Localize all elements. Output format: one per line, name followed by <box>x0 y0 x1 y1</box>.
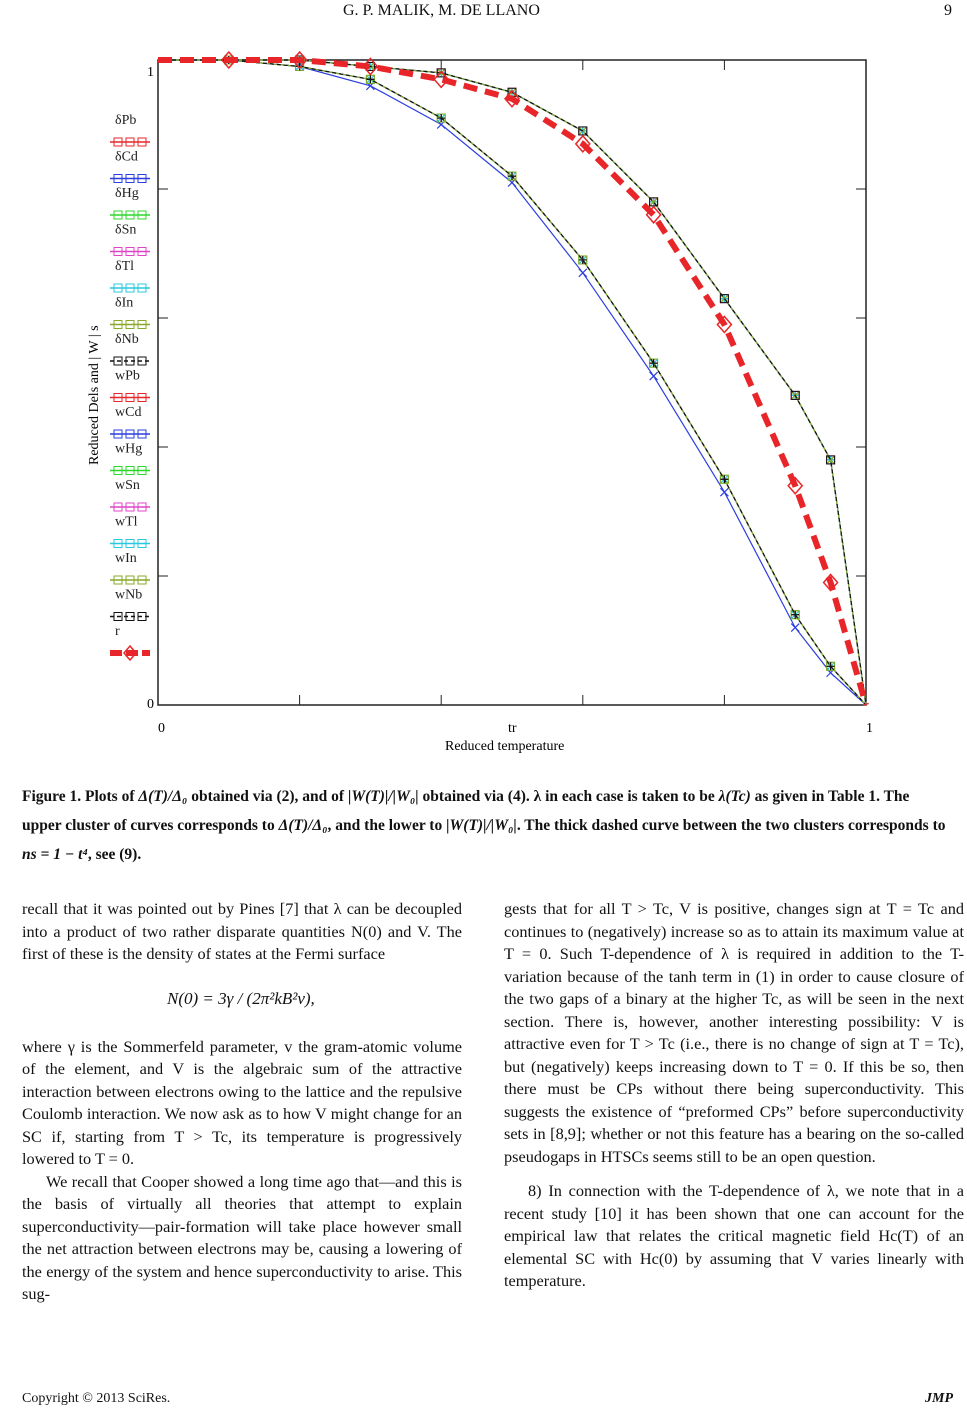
series-line-δTl <box>158 60 866 705</box>
series-line-wSn <box>158 60 866 705</box>
figure-1-chart <box>0 40 967 765</box>
caption-expr-delta-2: Δ(T)/Δ₀ <box>278 817 328 834</box>
caption-intro: Figure 1. Plots of <box>22 788 135 805</box>
series-point-wCd <box>720 488 728 496</box>
left-paragraph-1: recall that it was pointed out by Pines [7] that λ can be decoupled into a product of two rather disparate quantities N(0) and V. The first of these is the density of states at the Fermi surface <box>22 899 462 963</box>
figure-caption <box>22 782 947 869</box>
page-header <box>0 2 967 26</box>
legend-label-wTl: wTl <box>115 514 138 530</box>
series-line-δIn <box>158 60 866 705</box>
series-line-wIn <box>158 60 866 705</box>
caption-expr-ns: ns = 1 − t⁴ <box>22 846 88 863</box>
formula-text: N(0) = 3γ / (2π²kB²v), <box>167 988 315 1008</box>
series-line-δCd <box>158 60 866 705</box>
legend-label-δIn: δIn <box>115 295 134 311</box>
legend-label-wPb: wPb <box>115 368 140 384</box>
x-axis-label: Reduced temperature <box>445 739 565 754</box>
y-axis-label: Reduced Dels and | W | s <box>87 325 102 465</box>
right-paragraph-2: 8) In connection with the T-dependence of λ, we note that in a recent study [10] it has been shown that one can account for the empirical law that relates the critical magnetic field Hc(T) of an elemental SC with Hc(0) by assuming that V varies linearly with temperature. <box>504 1181 964 1290</box>
series-line-δNb <box>158 60 866 705</box>
left-column <box>22 898 462 1306</box>
series-line-wTl <box>158 60 866 705</box>
series-point-wCd <box>579 269 587 277</box>
series-line-wCd <box>158 60 866 705</box>
caption-rest4: , see (9). <box>87 846 142 863</box>
legend-label-δCd: δCd <box>115 149 138 165</box>
density-of-states-formula <box>22 966 462 1036</box>
caption-expr-lambda: λ(Tc) <box>718 788 751 805</box>
legend-label-wSn: wSn <box>115 478 140 493</box>
series-line-r <box>158 60 866 705</box>
plot-frame <box>158 60 866 705</box>
legend-label-wHg: wHg <box>115 441 143 457</box>
tick-label-y0: 0 <box>147 697 154 712</box>
tick-label-x0: 0 <box>158 721 165 736</box>
page-number: 9 <box>944 2 952 19</box>
series-line-wHg <box>158 60 866 705</box>
caption-lambda-part: λ in each case is taken to be <box>533 788 715 805</box>
series-line-δSn <box>158 60 866 705</box>
legend-label-wIn: wIn <box>115 551 137 566</box>
left-paragraph-3: We recall that Cooper showed a long time ago that—and this is the basis of virtually all theories that attempt to explain superconductivity—pair-formation will take place however small the net attraction between electrons may be, causing a lowering of the energy of the system and hence superconductivity to arise. This sug- <box>22 1171 462 1303</box>
running-title: G. P. MALIK, M. DE LLANO <box>343 2 540 19</box>
right-column <box>504 898 964 1293</box>
caption-expr-delta: Δ(T)/Δ₀ <box>138 788 188 805</box>
series-line-wPb <box>158 60 866 705</box>
legend-label-δHg: δHg <box>115 186 139 201</box>
series-line-wNb <box>158 60 866 705</box>
legend-label-δPb: δPb <box>115 113 137 128</box>
legend-label-wNb: wNb <box>115 587 143 603</box>
chart-ticks <box>158 60 866 705</box>
series-point-wCd <box>791 624 799 632</box>
caption-via2: obtained via (2), and of <box>191 788 345 805</box>
chart-axes <box>158 60 866 705</box>
legend-label-δSn: δSn <box>115 222 137 238</box>
right-paragraph-1: gests that for all T > Tc, V is positive, changes sign at T = Tc and continues to (negatively) increase so as to attain its maximum value at T = 0. Such T-dependence of λ is required in addition to the T-variation because of the tanh term in (1) in order to cause closure of the two gaps of a binary at the higher Tc, as will be seen in the next section. There is, however, another interesting possibility: V is attractive even for T > Tc (i.e., there is no change of sign at T = Tc), but (negatively) keeps increasing down to T = 0. If this be so, then there must be CPs without there being superconductivity. This suggests the existence of “preformed CPs” before superconductivity sets in [8,9]; whether or not this feature has a bearing on the so-called pseudogaps in HTSCs seems still to be an open question. <box>504 899 964 1166</box>
tick-label-x1: 1 <box>866 721 873 736</box>
legend-label-wCd: wCd <box>115 405 142 420</box>
copyright-notice: Copyright © 2013 SciRes. <box>22 1391 171 1406</box>
caption-rest3: . The thick dashed curve between the two clusters corresponds to <box>516 817 946 834</box>
caption-expr-w-2: |W(T)|/|W₀| <box>446 817 517 834</box>
tick-label-y1: 1 <box>147 65 154 80</box>
legend-label-δNb: δNb <box>115 332 139 347</box>
legend-label-δTl: δTl <box>115 259 135 274</box>
caption-via4: obtained via (4). <box>422 788 530 805</box>
legend-label-r: r <box>115 624 120 639</box>
series-line-δHg <box>158 60 866 705</box>
caption-expr-w: |W(T)|/|W₀| <box>347 788 419 805</box>
series-line-δPb <box>158 60 866 705</box>
x-variable-label: tr <box>508 721 517 736</box>
chart-legend <box>110 113 150 660</box>
series-point-wCd <box>650 372 658 380</box>
chart-series <box>158 52 866 705</box>
journal-name: JMP <box>925 1391 953 1406</box>
left-paragraph-2: where γ is the Sommerfeld parameter, v the gram-atomic volume of the element, and V is the algebraic sum of the attractive interaction between electrons owing to the lattice and the repulsive Coulomb interaction. We now ask as to how V might change for an SC if, starting from T > Tc, its temperature is progressively lowered to T = 0. <box>22 1036 462 1168</box>
caption-rest2: , and the lower to <box>327 817 443 834</box>
caption-rest1: as given in Table 1. The upper cluster of curves corresponds to <box>22 788 910 834</box>
